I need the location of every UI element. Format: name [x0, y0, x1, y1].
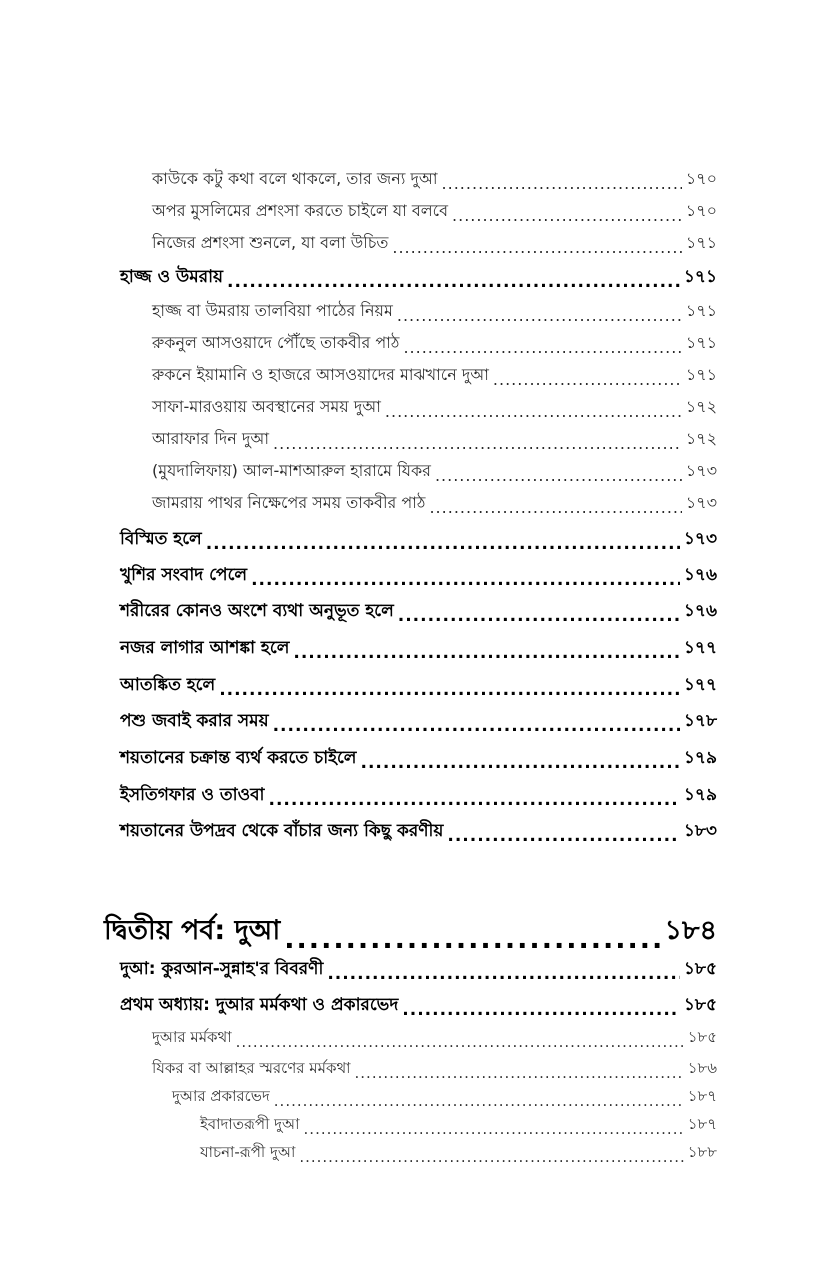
entry-page: ১৭১ [685, 233, 717, 252]
dot-leader [402, 1000, 680, 1020]
entry-title: রুকনে ইয়ামানি ও হাজরে আসওয়াদের মাঝখানে দুআ [152, 365, 489, 384]
entry-page: ১৮৮ [687, 1143, 717, 1161]
dot-leader [397, 306, 682, 325]
entry-page: ১৭৬ [683, 601, 717, 621]
toc-section-entry [120, 818, 717, 846]
entry-title: শরীরের কোনও অংশে ব্যথা অনুভূত হলে [120, 601, 394, 621]
entry-title: যাচনা-রূপী দুআ [200, 1143, 296, 1161]
dot-leader [327, 964, 680, 984]
toc-entry [152, 362, 717, 389]
toc-part-heading [104, 910, 717, 955]
toc-section-entry [120, 562, 717, 590]
entry-page: ১৭৮ [683, 711, 717, 731]
toc-section-entry [120, 782, 717, 810]
dot-leader [392, 238, 681, 257]
entry-page: ১৭৯ [683, 785, 717, 805]
toc-entry [200, 1113, 717, 1138]
entry-page: ১৭১ [683, 267, 717, 287]
entry-page: ১৭৬ [683, 565, 717, 585]
toc-entry [152, 1057, 717, 1082]
dot-leader [251, 570, 680, 590]
entry-page: ১৭০ [685, 201, 717, 220]
dot-leader [435, 466, 682, 485]
entry-title: দুআর প্রকারভেদ [172, 1087, 270, 1105]
dot-leader [206, 534, 680, 554]
dot-leader [398, 606, 680, 626]
toc-entry [152, 230, 717, 257]
entry-title: ইবাদাতরূপী দুআ [200, 1115, 300, 1133]
entry-title: শয়তানের চক্রান্ত ব্যর্থ করতে চাইলে [120, 748, 357, 768]
entry-page: ১৭৭ [683, 638, 717, 658]
entry-page: ১৭০ [685, 169, 717, 188]
dot-leader [360, 753, 679, 773]
entry-page: ১৭১ [685, 301, 717, 320]
toc-entry [172, 1085, 717, 1110]
entry-page: ১৮৬ [687, 1059, 717, 1077]
toc-entry [152, 426, 717, 453]
entry-page: ১৭১ [685, 333, 717, 352]
entry-page: ১৭৩ [685, 493, 717, 512]
dot-leader [273, 434, 682, 453]
entry-title: জামরায় পাথর নিক্ষেপের সময় তাকবীর পাঠ [152, 493, 426, 512]
dot-leader [227, 272, 680, 292]
entry-page: ১৮৭ [687, 1115, 717, 1133]
dot-leader [452, 206, 682, 225]
entry-title: যিকর বা আল্লাহর স্মরণের মর্মকথা [152, 1059, 351, 1077]
dot-leader [268, 790, 679, 810]
entry-page: ১৭২ [685, 397, 717, 416]
toc-section-entry [120, 672, 717, 700]
entry-title: অপর মুসলিমের প্রশংসা করতে চাইলে যা বলবে [152, 201, 449, 220]
entry-title: নিজের প্রশংসা শুনলে, যা বলা উচিত [152, 233, 389, 252]
entry-title: ইসতিগফার ও তাওবা [120, 785, 265, 805]
toc-entry [152, 298, 717, 325]
entry-title: বিস্মিত হলে [120, 529, 202, 549]
entry-title: নজর লাগার আশঙ্কা হলে [120, 638, 290, 658]
entry-page: ১৮৪ [664, 915, 717, 946]
entry-page: ১৭৭ [683, 675, 717, 695]
dot-leader [493, 370, 682, 389]
entry-page: ১৭৩ [683, 529, 717, 549]
toc-entry [200, 1141, 717, 1166]
entry-title: হাজ্জ ও উমরায় [120, 267, 224, 287]
toc-section-entry [120, 745, 717, 773]
entry-title: প্রথম অধ্যায়: দুআর মর্মকথা ও প্রকারভেদ [120, 995, 399, 1015]
dot-leader [274, 1092, 684, 1110]
dot-leader [236, 1033, 684, 1051]
entry-title: দুআর মর্মকথা [152, 1028, 232, 1046]
toc-section-entry [120, 264, 717, 292]
dot-leader [299, 1148, 683, 1166]
entry-title: কাউকে কটু কথা বলে থাকলে, তার জন্য দুআ [152, 169, 438, 188]
entry-title: খুশির সংবাদ পেলে [120, 565, 248, 585]
dot-leader [273, 716, 680, 736]
entry-title: আতঙ্কিত হলে [120, 675, 216, 695]
entry-title: হাজ্জ বা উমরায় তালবিয়া পাঠের নিয়ম [152, 301, 393, 320]
toc-section-entry [120, 635, 717, 663]
entry-page: ১৭৩ [685, 461, 717, 480]
dot-leader [447, 826, 680, 846]
toc-entry [152, 1026, 717, 1051]
toc-section-entry [120, 956, 717, 984]
toc-section-entry [120, 708, 717, 736]
dot-leader [355, 1064, 684, 1082]
toc-section-entry [120, 598, 717, 626]
dot-leader [442, 174, 682, 193]
toc-entry [152, 490, 717, 517]
entry-page: ১৮৫ [683, 995, 717, 1015]
dot-leader [284, 924, 660, 955]
dot-leader [429, 498, 681, 517]
entry-title: সাফা-মারওয়ায় অবস্থানের সময় দুআ [152, 397, 381, 416]
toc-section-entry [120, 992, 717, 1020]
entry-page: ১৭৯ [683, 748, 717, 768]
entry-title: শয়তানের উপদ্রব থেকে বাঁচার জন্য কিছু করণীয় [120, 821, 444, 841]
toc-section-entry [120, 526, 717, 554]
toc-entry [152, 458, 717, 485]
entry-page: ১৮৫ [683, 959, 717, 979]
toc-entry [152, 394, 717, 421]
entry-title: পশু জবাই করার সময় [120, 711, 269, 731]
entry-page: ১৮৭ [687, 1087, 717, 1105]
dot-leader [219, 680, 680, 700]
entry-page: ১৮৩ [683, 821, 717, 841]
dot-leader [304, 1120, 684, 1138]
entry-page: ১৭২ [685, 429, 717, 448]
entry-title: দুআ: কুরআন-সুন্নাহ'র বিবরণী [120, 959, 324, 979]
entry-page: ১৭১ [685, 365, 717, 384]
dot-leader [403, 338, 681, 357]
entry-page: ১৮৫ [687, 1028, 717, 1046]
toc-entry [152, 166, 717, 193]
entry-title: আরাফার দিন দুআ [152, 429, 270, 448]
entry-title: দ্বিতীয় পর্ব: দুআ [104, 915, 281, 946]
entry-title: (মুযদালিফায়) আল-মাশআরুল হারামে যিকর [152, 461, 431, 480]
entry-title: রুকনুল আসওয়াদে পৌঁছে তাকবীর পাঠ [152, 333, 400, 352]
dot-leader [293, 643, 679, 663]
toc-entry [152, 330, 717, 357]
dot-leader [385, 402, 682, 421]
toc-entry [152, 198, 717, 225]
